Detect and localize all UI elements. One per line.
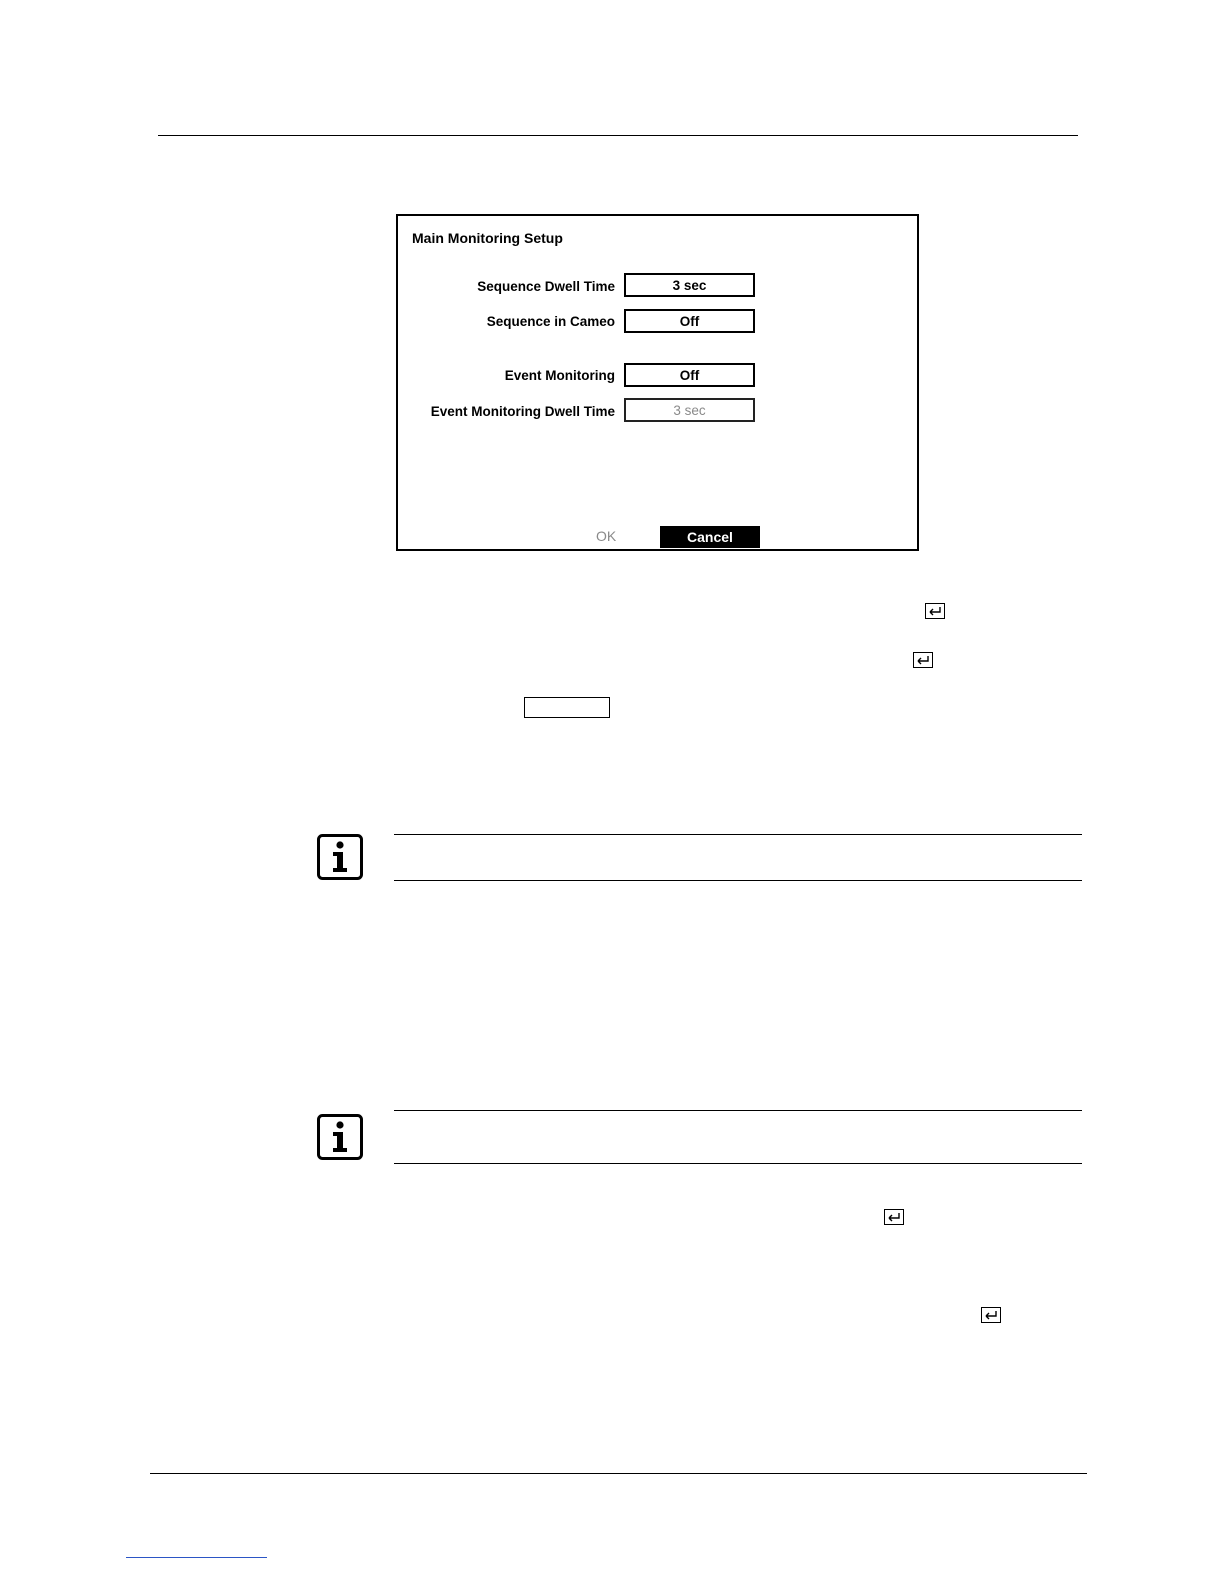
enter-key-icon: [981, 1307, 1001, 1323]
note-top-rule: [394, 834, 1082, 835]
blank-field-sample: [524, 697, 610, 718]
event-monitoring-label: Event Monitoring: [504, 368, 615, 383]
note-top-rule: [394, 1110, 1082, 1111]
note-bottom-rule: [394, 1163, 1082, 1164]
event-monitoring-dwell-time-label: Event Monitoring Dwell Time: [430, 404, 615, 419]
enter-key-icon: [925, 603, 945, 619]
sequence-dwell-time-field[interactable]: 3 sec: [624, 273, 755, 297]
event-monitoring-field[interactable]: Off: [624, 363, 755, 387]
info-icon: [317, 834, 363, 880]
enter-key-icon: [884, 1209, 904, 1225]
ok-button[interactable]: OK: [596, 528, 617, 544]
sequence-dwell-time-label: Sequence Dwell Time: [477, 279, 615, 294]
cancel-button[interactable]: Cancel: [660, 526, 760, 548]
dialog-title: Main Monitoring Setup: [412, 230, 563, 246]
sequence-in-cameo-field[interactable]: Off: [624, 309, 755, 333]
info-icon: [317, 1114, 363, 1160]
event-monitoring-dwell-time-field: 3 sec: [624, 398, 755, 422]
main-monitoring-setup-dialog: [396, 214, 919, 551]
footer-rule: [150, 1473, 1087, 1474]
note-bottom-rule: [394, 880, 1082, 881]
footer-link-underline[interactable]: [126, 1557, 267, 1558]
enter-key-icon: [913, 652, 933, 668]
sequence-in-cameo-label: Sequence in Cameo: [486, 314, 615, 329]
header-rule: [158, 135, 1078, 136]
